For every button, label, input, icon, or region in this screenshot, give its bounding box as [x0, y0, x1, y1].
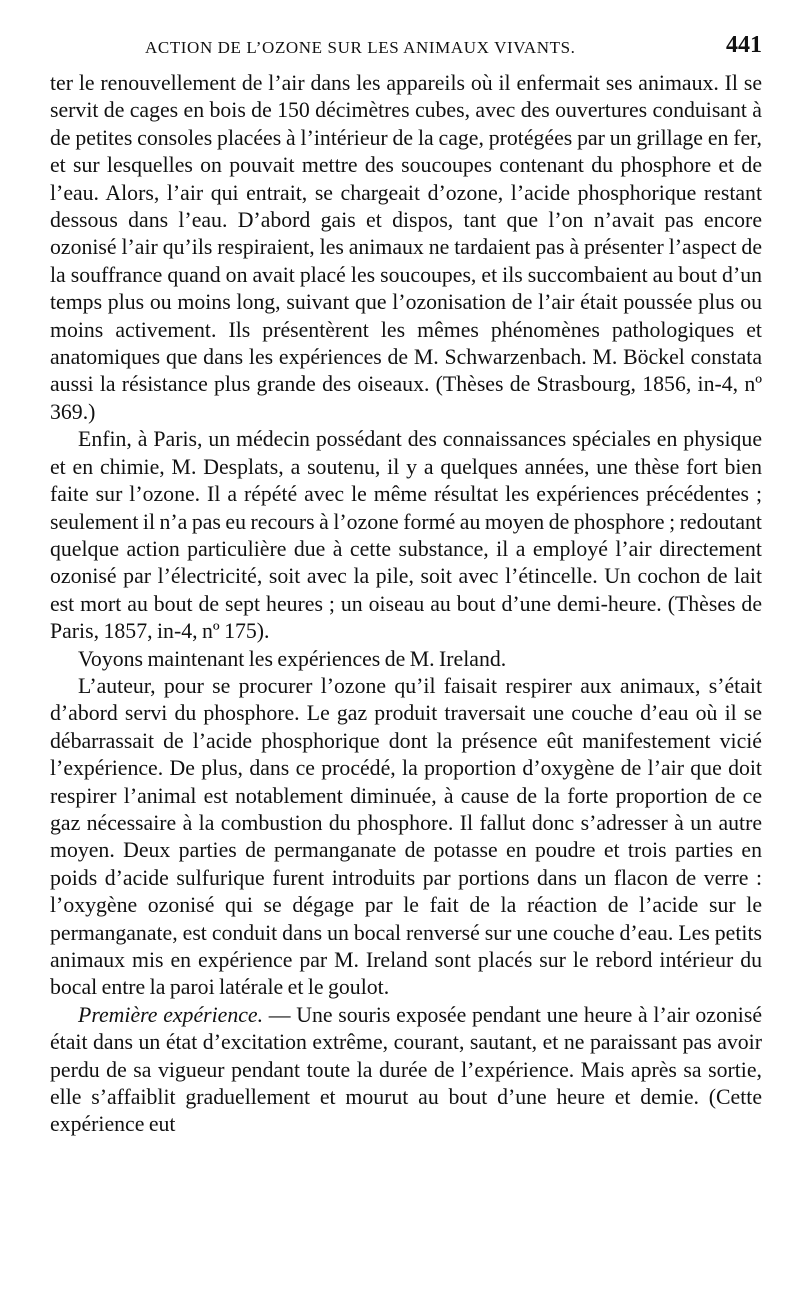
body-text	[50, 70, 762, 1139]
running-head	[50, 30, 762, 70]
paragraph-desplats: Enfin, à Paris, un médecin possédant des connaissances spéciales en physique et en chimie, M. Desplats, a soutenu, il y a quelques années, une thèse fort bien faite sur l’ozone. Il a répété avec le même résultat les expériences précédentes ; seulement il n’a pas eu recours à l’ozone formé au moyen de phosphore ; redoutant quelque action particulière due à cette substance, il a employé l’air directement ozonisé par l’électricité, soit avec la pile, soit avec l’étincelle. Un cochon de lait est mort au bout de sept heures ; un oiseau au bout d’une demi-heure. (Thèses de Paris, 1857, in-4, nº 175).	[50, 427, 762, 644]
running-title: ACTION DE L’OZONE SUR LES ANIMAUX VIVANTS.	[145, 38, 576, 57]
page-number: 441	[726, 32, 762, 58]
experiment-heading: Première expérience.	[78, 1002, 264, 1027]
paragraph-ireland-intro: Voyons maintenant les expériences de M. Ireland.	[78, 646, 507, 671]
experiment-text: — Une souris exposée pendant une heure à l’air ozonisé était dans un état d’excitation extrême, courant, sautant, et ne paraissant pas avoir perdu de sa vigueur pendant toute la durée de l’expérience. Mais après sa sortie, elle s’affaiblit graduellement et mourut au bout d’une heure et demie. (Cette expérience eut	[50, 1002, 762, 1137]
paragraph-ireland-method: L’auteur, pour se procurer l’ozone qu’il faisait respirer aux animaux, s’était d’abord servi du phosphore. Le gaz produit traversait une couche d’eau où il se débarrassait de l’acide phosphorique dont la présence eût manifestement vicié l’expérience. De plus, dans ce procédé, la proportion d’oxygène de l’air que doit respirer l’animal est notablement diminuée, à cause de la forte proportion de ce gaz nécessaire à la combustion du phosphore. Il fallut donc s’adresser à un autre moyen. Deux parties de permanganate de potasse en poudre et trois parties en poids d’acide sulfurique furent introduits par portions dans un flacon de verre : l’oxygène ozonisé qui se dégage par le fait de la réaction de l’acide sur le permanganate, est conduit dans un bocal renversé sur une couche d’eau. Les petits animaux mis en expérience par M. Ireland sont placés sur le rebord intérieur du bocal entre la paroi latérale et le goulot.	[50, 673, 762, 1000]
paragraph-continued: ter le renouvellement de l’air dans les appareils où il enfermait ses animaux. Il se servit de cages en bois de 150 décimètres cubes, avec des ouvertures conduisant à de petites consoles placées à l’intérieur de la cage, protégées par un grillage en fer, et sur lesquelles on pouvait mettre des soucoupes contenant du phosphore et de l’eau. Alors, l’air qui entrait, se chargeait d’ozone, l’acide phosphorique restant dessous dans l’eau. D’abord gais et dispos, tant que l’on n’avait pas encore ozonisé l’air qu’ils respiraient, les animaux ne tardaient pas à présenter l’aspect de la souffrance quand on avait placé les soucoupes, et ils succombaient au bout d’un temps plus ou moins long, suivant que l’ozonisation de l’air était poussée plus ou moins activement. Ils présentèrent les mêmes phénomènes pathologiques et anatomiques que dans les expériences de M. Schwarzenbach. M. Böckel constata aussi la résistance plus grande des oiseaux. (Thèses de Strasbourg, 1856, in-4, nº 369.)	[50, 71, 762, 424]
paragraph-first-experiment	[50, 1002, 762, 1139]
